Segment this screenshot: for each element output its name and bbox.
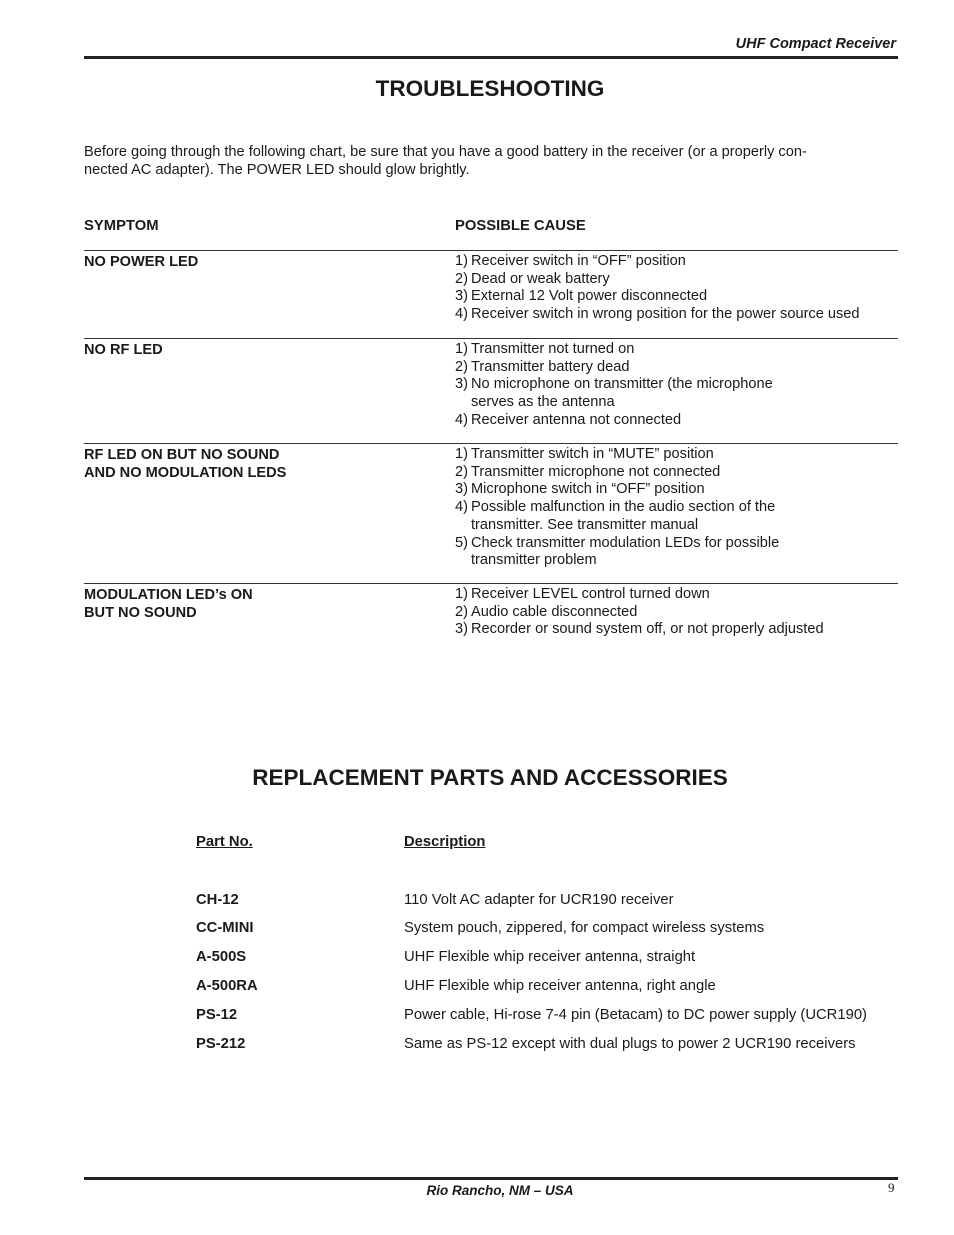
part-number: CC-MINI (196, 920, 254, 936)
cause-list (455, 586, 824, 639)
cause-item (455, 621, 824, 639)
running-header-title: UHF Compact Receiver (735, 36, 896, 52)
cause-text: Transmitter switch in “MUTE” position (471, 446, 714, 462)
symptom-line: MODULATION LED’s ON (84, 587, 253, 603)
cause-number-spacer (455, 517, 471, 535)
cause-text: Dead or weak battery (471, 270, 610, 287)
symptom-line: NO POWER LED (84, 254, 199, 270)
footer-location: Rio Rancho, NM – USA (426, 1183, 574, 1198)
cause-item (455, 288, 860, 306)
symptom-line: AND NO MODULATION LEDS (84, 465, 287, 481)
troubleshooting-title: TROUBLESHOOTING (375, 76, 605, 101)
cause-text: serves as the antenna (471, 394, 615, 411)
troubleshooting-row (84, 583, 898, 654)
part-number: A-500S (196, 949, 247, 965)
cause-number-spacer (455, 394, 471, 412)
symptom-label (84, 586, 253, 622)
part-number-column-header: Part No. (196, 834, 253, 850)
cause-number: 3) (455, 376, 468, 393)
cause-number: 2) (455, 270, 468, 287)
cause-item (455, 552, 779, 570)
cause-number: 5) (455, 534, 468, 551)
description-column-header: Description (404, 834, 486, 850)
part-description: UHF Flexible whip receiver antenna, right angle (404, 978, 716, 994)
part-row (196, 920, 906, 949)
cause-number: 2) (455, 603, 468, 620)
cause-item (455, 446, 779, 464)
part-row (196, 949, 906, 978)
symptom-line: RF LED ON BUT NO SOUND (84, 447, 280, 463)
cause-text: No microphone on transmitter (the microphone (471, 376, 773, 393)
troubleshooting-row (84, 338, 898, 444)
troubleshooting-row (84, 250, 898, 339)
symptom-label (84, 446, 286, 482)
intro-line: nected AC adapter). The POWER LED should glow brightly. (84, 162, 470, 178)
cause-text: Possible malfunction in the audio section of the (471, 499, 776, 516)
cause-text: Recorder or sound system off, or not properly adjusted (471, 621, 824, 638)
part-description: Same as PS-12 except with dual plugs to power 2 UCR190 receivers (404, 1036, 856, 1052)
cause-item (455, 499, 779, 517)
symptom-label (84, 253, 198, 271)
cause-item (455, 517, 779, 535)
cause-item (455, 341, 773, 359)
cause-number: 1) (455, 341, 468, 357)
cause-text: Audio cable disconnected (471, 603, 638, 620)
cause-text: Microphone switch in “OFF” position (471, 481, 705, 498)
part-row (196, 892, 906, 921)
cause-number: 3) (455, 621, 468, 638)
cause-number: 4) (455, 499, 468, 516)
cause-item (455, 604, 824, 622)
cause-text: Receiver antenna not connected (471, 411, 682, 428)
cause-item (455, 535, 779, 553)
cause-item (455, 464, 779, 482)
part-number: PS-212 (196, 1036, 246, 1052)
cause-number: 4) (455, 411, 468, 428)
part-number: PS-12 (196, 1007, 238, 1023)
cause-number: 1) (455, 586, 468, 602)
cause-item (455, 306, 860, 324)
intro-line: Before going through the following chart, be sure that you have a good battery in the receiver (or a properly con- (84, 144, 807, 160)
cause-item (455, 376, 773, 394)
header-rule (84, 56, 898, 59)
cause-text: Transmitter battery dead (471, 358, 630, 375)
cause-number: 1) (455, 253, 468, 269)
part-number: A-500RA (196, 978, 258, 994)
cause-text: Receiver LEVEL control turned down (471, 586, 710, 602)
part-description: 110 Volt AC adapter for UCR190 receiver (404, 892, 674, 908)
cause-item (455, 359, 773, 377)
cause-item (455, 271, 860, 289)
cause-column-header: POSSIBLE CAUSE (455, 218, 586, 234)
part-row (196, 978, 906, 1007)
cause-number: 4) (455, 306, 468, 323)
cause-item (455, 412, 773, 430)
cause-item (455, 394, 773, 412)
troubleshooting-intro (84, 143, 884, 179)
cause-text: transmitter. See transmitter manual (471, 516, 699, 533)
part-description: UHF Flexible whip receiver antenna, straight (404, 949, 696, 965)
symptom-column-header: SYMPTOM (84, 218, 159, 234)
cause-list (455, 341, 773, 430)
part-row (196, 1007, 906, 1036)
cause-list (455, 253, 860, 324)
cause-text: Receiver switch in wrong position for the power source used (471, 306, 860, 323)
cause-number: 2) (455, 358, 468, 375)
cause-text: Transmitter not turned on (471, 341, 635, 357)
part-description: System pouch, zippered, for compact wireless systems (404, 920, 765, 936)
cause-text: Transmitter microphone not connected (471, 463, 721, 480)
page-number: 9 (888, 1180, 895, 1195)
cause-text: Check transmitter modulation LEDs for possible (471, 534, 780, 551)
part-number: CH-12 (196, 892, 239, 908)
cause-number: 2) (455, 463, 468, 480)
cause-item (455, 253, 860, 271)
cause-item (455, 586, 824, 604)
cause-text: External 12 Volt power disconnected (471, 288, 708, 305)
cause-number: 3) (455, 481, 468, 498)
cause-text: Receiver switch in “OFF” position (471, 253, 686, 269)
cause-number: 1) (455, 446, 468, 462)
symptom-label (84, 341, 163, 359)
part-row (196, 1036, 906, 1065)
replacement-parts-title: REPLACEMENT PARTS AND ACCESSORIES (252, 765, 728, 790)
part-description: Power cable, Hi-rose 7-4 pin (Betacam) to DC power supply (UCR190) (404, 1007, 867, 1023)
cause-list (455, 446, 779, 570)
cause-text: transmitter problem (471, 552, 597, 569)
symptom-line: BUT NO SOUND (84, 605, 197, 621)
cause-number-spacer (455, 552, 471, 570)
cause-item (455, 481, 779, 499)
troubleshooting-row (84, 443, 898, 584)
footer-rule (84, 1177, 898, 1180)
symptom-line: NO RF LED (84, 342, 163, 358)
cause-number: 3) (455, 288, 468, 305)
